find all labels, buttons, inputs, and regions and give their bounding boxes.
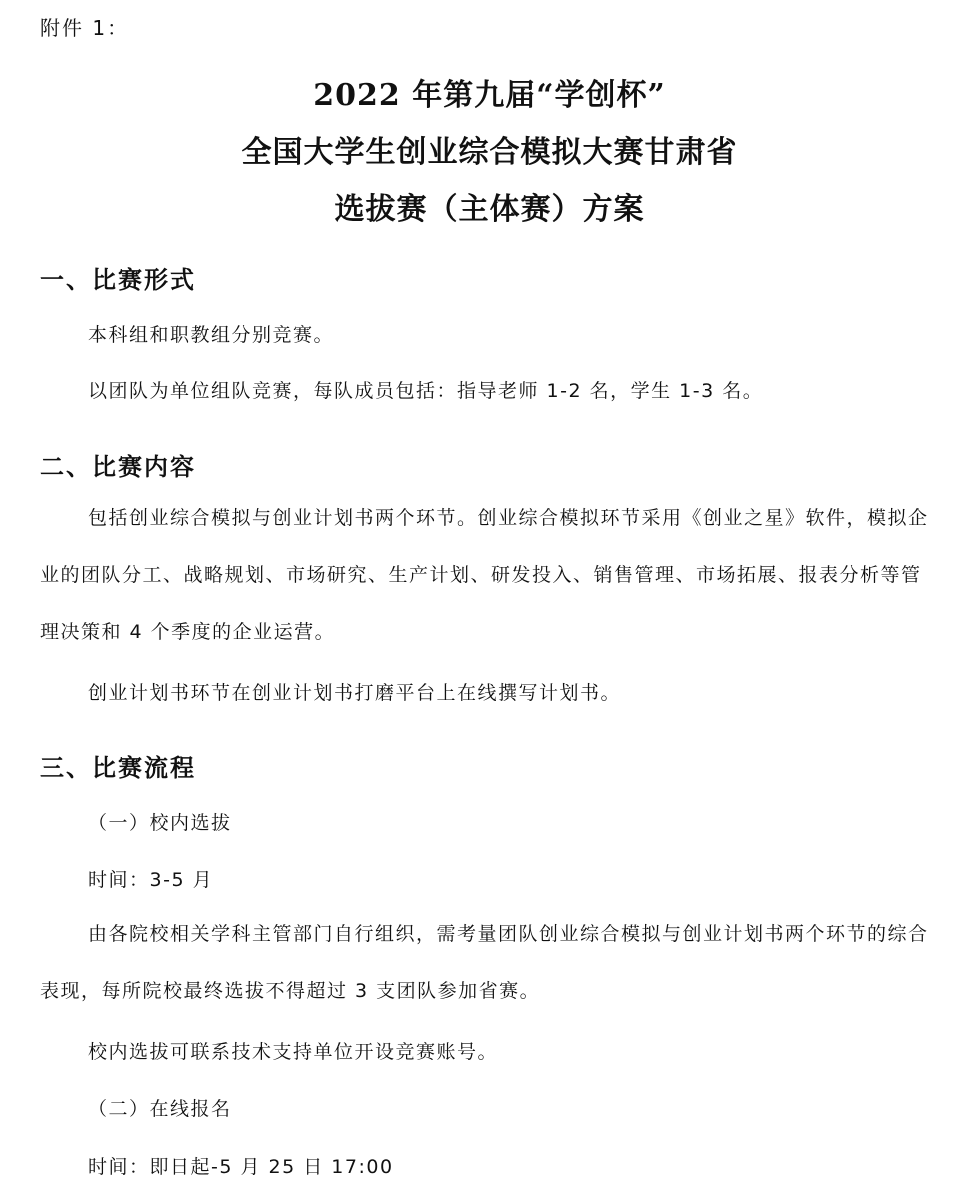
section-1-heading: 一、比赛形式 xyxy=(40,265,196,294)
section-1-paragraph-1: 本科组和职教组分别竞赛。 xyxy=(88,324,335,346)
attachment-label: 附件 1： xyxy=(40,16,130,40)
subsection-1-title: （一）校内选拔 xyxy=(88,812,232,834)
section-2-paragraph-1: 包括创业综合模拟与创业计划书两个环节。创业综合模拟环节采用《创业之星》软件，模拟企业的团队分工、战略规划、市场研究、生产计划、研发投入、销售管理、市场拓展、报表分析等管理决策和 4 个季度的企业运营。 xyxy=(40,507,929,643)
doc-title-line-1: 2022 年第九届“学创杯” xyxy=(313,78,666,113)
subsection-1-paragraph-2: 校内选拔可联系技术支持单位开设竞赛账号。 xyxy=(88,1041,499,1063)
doc-title-line-2: 全国大学生创业综合模拟大赛甘肃省 xyxy=(241,135,738,170)
doc-title-line-3: 选拔赛（主体赛）方案 xyxy=(334,192,645,227)
subsection-1-time: 时间：3-5 月 xyxy=(88,869,214,891)
subsection-2-time: 时间：即日起-5 月 25 日 17:00 xyxy=(88,1156,394,1178)
section-2-paragraph-2: 创业计划书环节在创业计划书打磨平台上在线撰写计划书。 xyxy=(88,682,622,704)
section-3-heading: 三、比赛流程 xyxy=(40,753,196,782)
section-1-paragraph-2: 以团队为单位组队竞赛，每队成员包括：指导老师 1-2 名，学生 1-3 名。 xyxy=(88,380,764,402)
section-2-heading: 二、比赛内容 xyxy=(40,452,196,481)
subsection-1-paragraph-1: 由各院校相关学科主管部门自行组织，需考量团队创业综合模拟与创业计划书两个环节的综合表现，每所院校最终选拔不得超过 3 支团队参加省赛。 xyxy=(40,923,929,1002)
subsection-2-title: （二）在线报名 xyxy=(88,1098,232,1120)
